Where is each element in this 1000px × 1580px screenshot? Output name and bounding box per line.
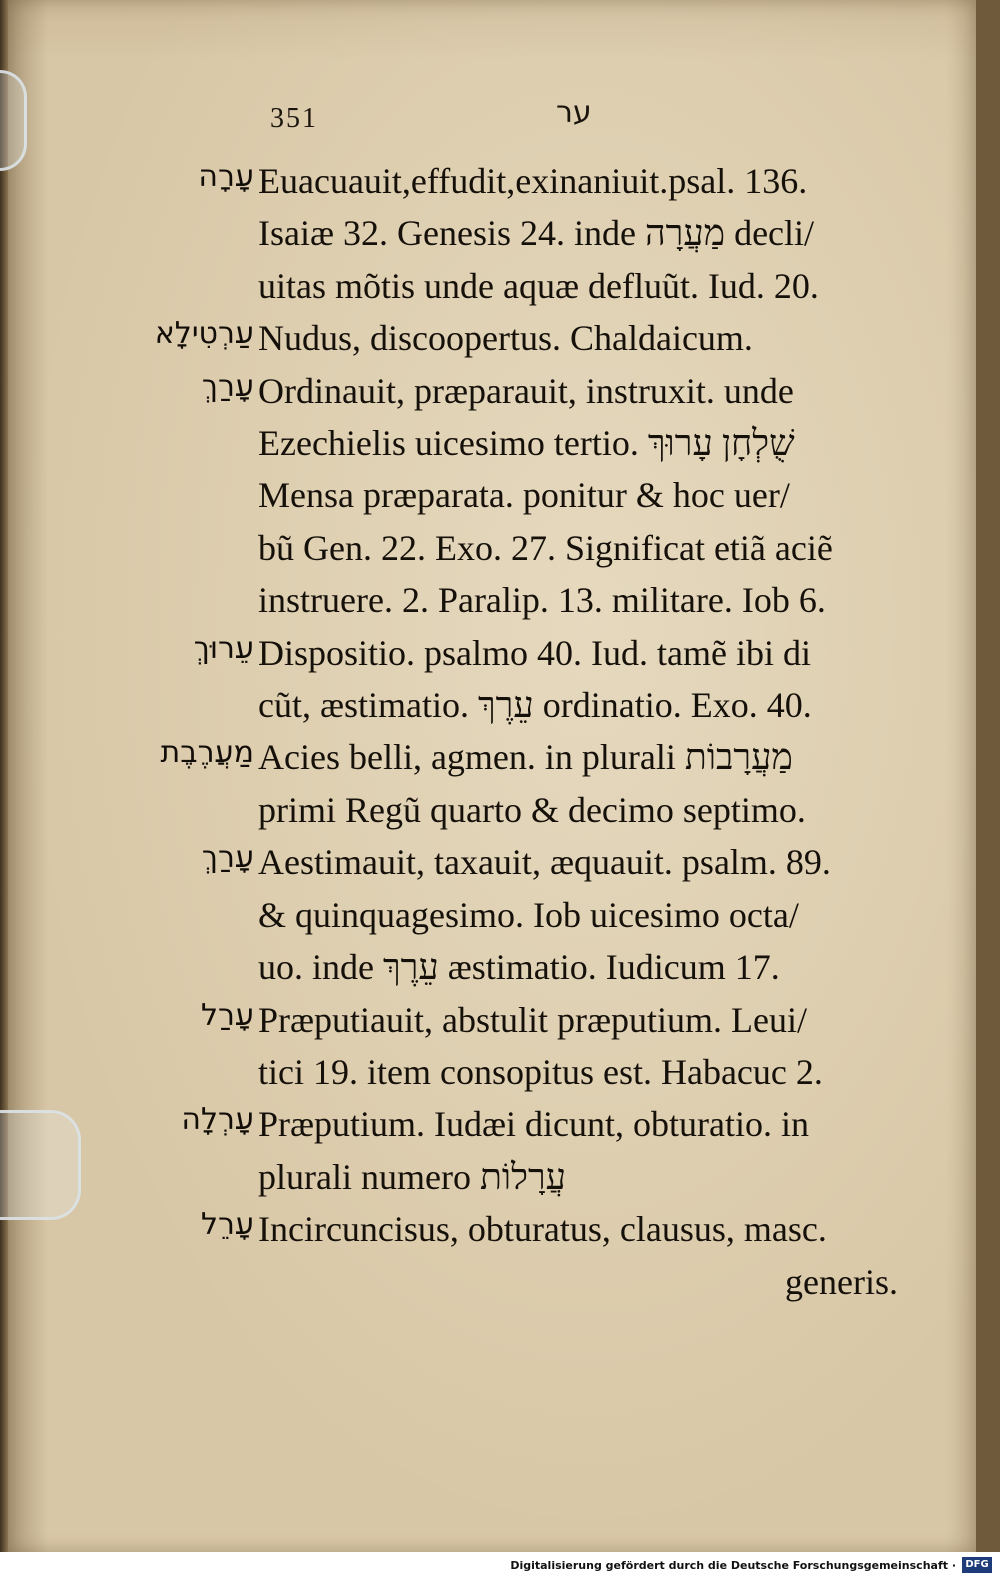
dictionary-entry (8, 1098, 976, 1203)
dictionary-entries (8, 155, 976, 1308)
entry-line: tici 19. item consopitus est. Habacuc 2. (258, 1051, 823, 1092)
dictionary-entry (8, 155, 976, 312)
entry-line: Præputium. Iudæi dicunt, obturatio. in (258, 1104, 809, 1145)
dictionary-entry (8, 836, 976, 993)
entry-line: uitas mõtis unde aquæ defluũt. Iud. 20. (258, 265, 819, 306)
entry-line: Ordinauit, præparauit, instruxit. unde (258, 370, 794, 411)
entry-line: Mensa præparata. ponitur & hoc uer/ (258, 475, 790, 516)
entry-line: plurali numero עֲרָלוֹת (258, 1156, 567, 1197)
hebrew-lemma: עֵרוּךְ (193, 630, 254, 666)
dictionary-entry (8, 365, 976, 627)
dictionary-entry (8, 1203, 976, 1308)
entry-line: instruere. 2. Paralip. 13. militare. Iob 6. (258, 580, 826, 621)
funding-credit: Digitalisierung gefördert durch die Deutsche Forschungsgemeinschaft · (510, 1559, 956, 1572)
dictionary-entry (8, 731, 976, 836)
entry-line: Ezechielis uicesimo tertio. שֻׁלְחָן עָרוּךְ (258, 423, 795, 464)
digitization-footer (0, 1552, 1000, 1580)
entry-line: uo. inde עֵרֶךְ æstimatio. Iudicum 17. (258, 947, 780, 988)
running-head: ער (556, 95, 592, 130)
dictionary-entry (8, 627, 976, 732)
page-number: 351 (270, 103, 318, 134)
entry-line: Dispositio. psalmo 40. Iud. tamẽ ibi di (258, 632, 811, 673)
page-header (8, 95, 976, 135)
hebrew-lemma: עָרֵל (200, 1207, 254, 1243)
dictionary-entry (8, 312, 976, 364)
book-page (8, 0, 976, 1552)
dictionary-entry (8, 994, 976, 1099)
entry-line: cũt, æstimatio. עֵרֶךְ ordinatio. Exo. 40. (258, 685, 812, 726)
page-edge (0, 0, 8, 1552)
entry-line: Euacuauit,effudit,exinaniuit.psal. 136. (258, 161, 808, 201)
entry-line: Incircuncisus, obturatus, clausus, masc. (258, 1209, 827, 1250)
entry-line: Præputiauit, abstulit præputium. Leui/ (258, 999, 807, 1040)
hebrew-lemma: עָרַל (200, 997, 254, 1033)
entry-line: Nudus, discoopertus. Chaldaicum. (258, 318, 753, 359)
entry-line: & quinquagesimo. Iob uicesimo octa/ (258, 894, 799, 935)
entry-line: Aestimauit, taxauit, æquauit. psalm. 89. (258, 842, 831, 883)
entry-line: Acies belli, agmen. in plurali מַעֲרָבוֹת (258, 737, 793, 778)
hebrew-lemma: עָרַךְ (201, 840, 254, 876)
hebrew-lemma: מַעֲרֶבֶת (160, 735, 254, 771)
entry-line: Isaiæ 32. Genesis 24. inde מַעֲרָה decli/ (258, 213, 815, 254)
hebrew-lemma: עָרְלָה (181, 1102, 254, 1138)
dfg-logo: DFG (962, 1557, 992, 1573)
paper-clip-bottom (0, 1110, 81, 1220)
hebrew-lemma: עָרָה (198, 159, 254, 194)
hebrew-lemma: עַרְטִילָא (154, 316, 254, 352)
entry-line: primi Regũ quarto & decimo septimo. (258, 789, 806, 830)
hebrew-lemma: עָרַךְ (201, 368, 254, 404)
entry-line-tail: generis. (785, 1261, 898, 1302)
entry-line: bũ Gen. 22. Exo. 27. Significat etiã aciẽ (258, 527, 833, 568)
paper-clip-top (0, 70, 27, 171)
